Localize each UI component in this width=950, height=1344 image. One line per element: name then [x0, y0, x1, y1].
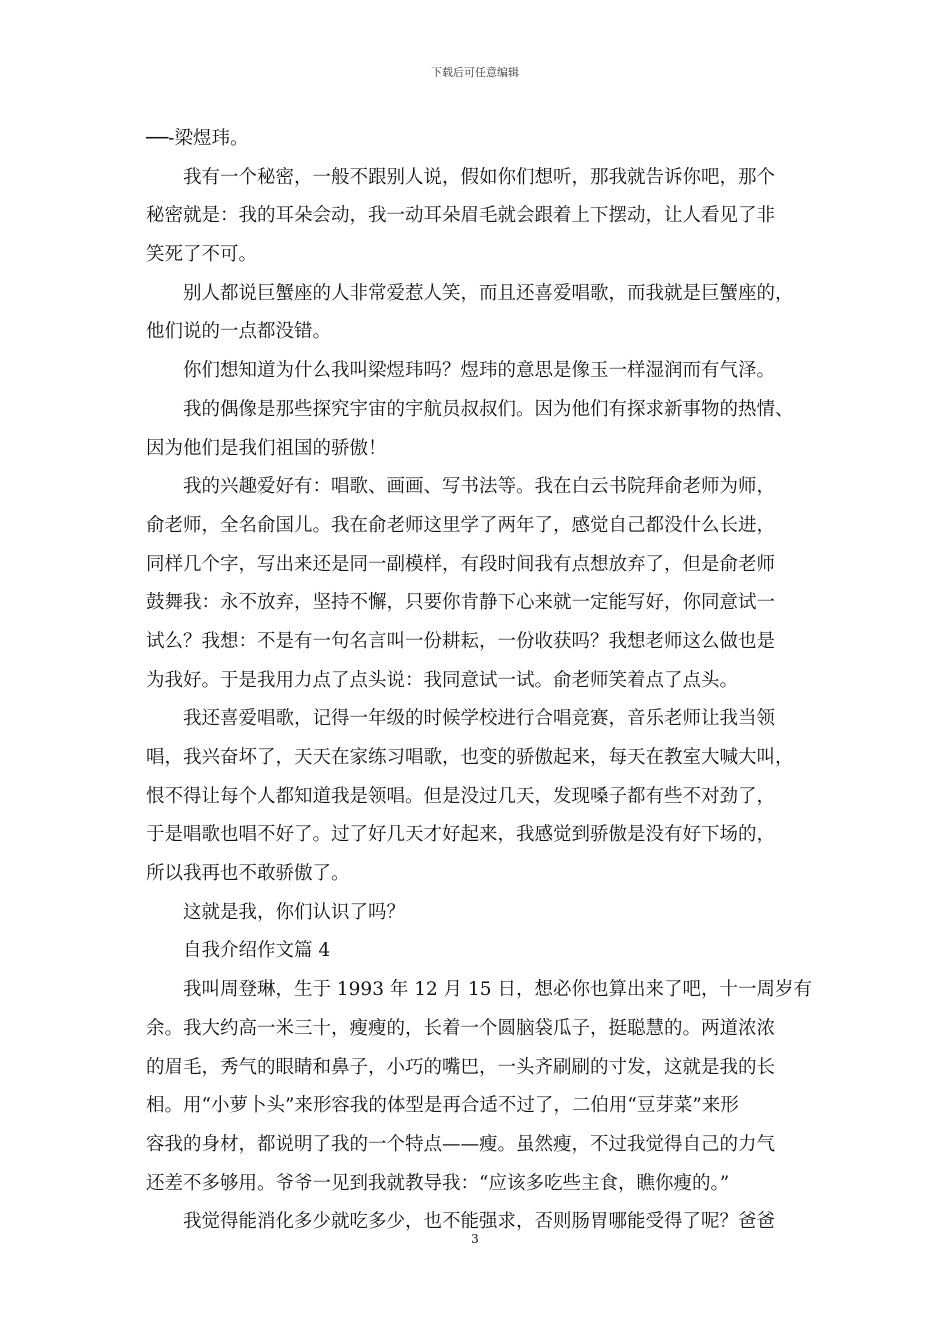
- page-number: 3: [471, 1232, 479, 1246]
- document-body: [146, 120, 816, 1242]
- text-line: 唱，我兴奋坏了，天天在家练习唱歌，也变的骄傲起来，每天在教室大喊大叫，: [146, 747, 794, 768]
- text-line: 他们说的一点都没错。: [146, 321, 332, 343]
- page-header: 下载后可任意编辑: [431, 66, 519, 79]
- text-line: 俞老师，全名俞国儿。我在俞老师这里学了两年了，感觉自己都没什么长进，: [146, 514, 776, 536]
- text-line: 鼓舞我：永不放弃，坚持不懈，只要你肯静下心来就一定能写好，你同意试一: [146, 592, 776, 614]
- text-line: 相。用“小萝卜头”来形容我的体型是再合适不过了，二伯用“豆芽菜”来形: [146, 1095, 739, 1117]
- section-heading: 自我介绍作文篇 4: [183, 940, 331, 962]
- paragraph-start-line: 这就是我，你们认识了吗？: [183, 901, 406, 923]
- text-line: 恨不得让每个人都知道我是领唱。但是没过几天，发现嗓子都有些不对劲了，: [146, 785, 776, 807]
- paragraph-start-line: 我的偶像是那些探究宇宙的宇航员叔叔们。因为他们有探求新事物的热情、: [183, 398, 794, 420]
- paragraph-start-line: 我还喜爱唱歌，记得一年级的时候学校进行合唱竞赛，音乐老师让我当领: [183, 708, 776, 730]
- paragraph-start-line: 别人都说巨蟹座的人非常爱惹人笑，而且还喜爱唱歌，而我就是巨蟹座的，: [183, 282, 794, 304]
- paragraph-start-line: 我觉得能消化多少就吃多少，也不能强求，否则肠胃哪能受得了呢？爸爸: [183, 1211, 776, 1233]
- paragraph-start-line: 我的兴趣爱好有：唱歌、画画、写书法等。我在白云书院拜俞老师为师，: [183, 476, 776, 498]
- text-line: 秘密就是：我的耳朵会动，我一动耳朵眉毛就会跟着上下摆动，让人看见了非: [146, 205, 776, 227]
- text-line: 容我的身材，都说明了我的一个特点——瘦。虽然瘦，不过我觉得自己的力气: [146, 1133, 776, 1155]
- text-line: 于是唱歌也唱不好了。过了好几天才好起来，我感觉到骄傲是没有好下场的，: [146, 824, 776, 846]
- paragraph-start-line: 我叫周登琳，生于 1993 年 12 月 15 日，想必你也算出来了吧，十一周岁有: [183, 979, 812, 1001]
- paragraph-start-line: 我有一个秘密，一般不跟别人说，假如你们想听，那我就告诉你吧，那个: [183, 166, 776, 188]
- text-line: 同样几个字，写出来还是同一副模样，有段时间我有点想放弃了，但是俞老师: [146, 553, 776, 575]
- text-line: 因为他们是我们祖国的骄傲！: [146, 437, 387, 459]
- text-line: 试么？我想：不是有一句名言叫一份耕耘，一份收获吗？我想老师这么做也是: [146, 630, 776, 652]
- text-line: 所以我再也不敢骄傲了。: [146, 863, 350, 885]
- text-line: 余。我大约高一米三十，瘦瘦的，长着一个圆脑袋瓜子，挺聪慧的。两道浓浓: [146, 1017, 776, 1039]
- text-line: 笑死了不可。: [146, 244, 258, 266]
- paragraph-start-line: 你们想知道为什么我叫梁煜玮吗？煜玮的意思是像玉一样湿润而有气泽。: [183, 360, 776, 382]
- text-line: 为我好。于是我用力点了点头说：我同意试一试。俞老师笑着点了点头。: [146, 669, 739, 691]
- text-line: 还差不多够用。爷爷一见到我就教导我：“应该多吃些主食，瞧你瘦的。”: [146, 1172, 730, 1194]
- text-line: 的眉毛，秀气的眼睛和鼻子，小巧的嘴巴，一头齐刷刷的寸发，这就是我的长: [146, 1056, 776, 1078]
- text-line: ──-梁煜玮。: [146, 128, 249, 149]
